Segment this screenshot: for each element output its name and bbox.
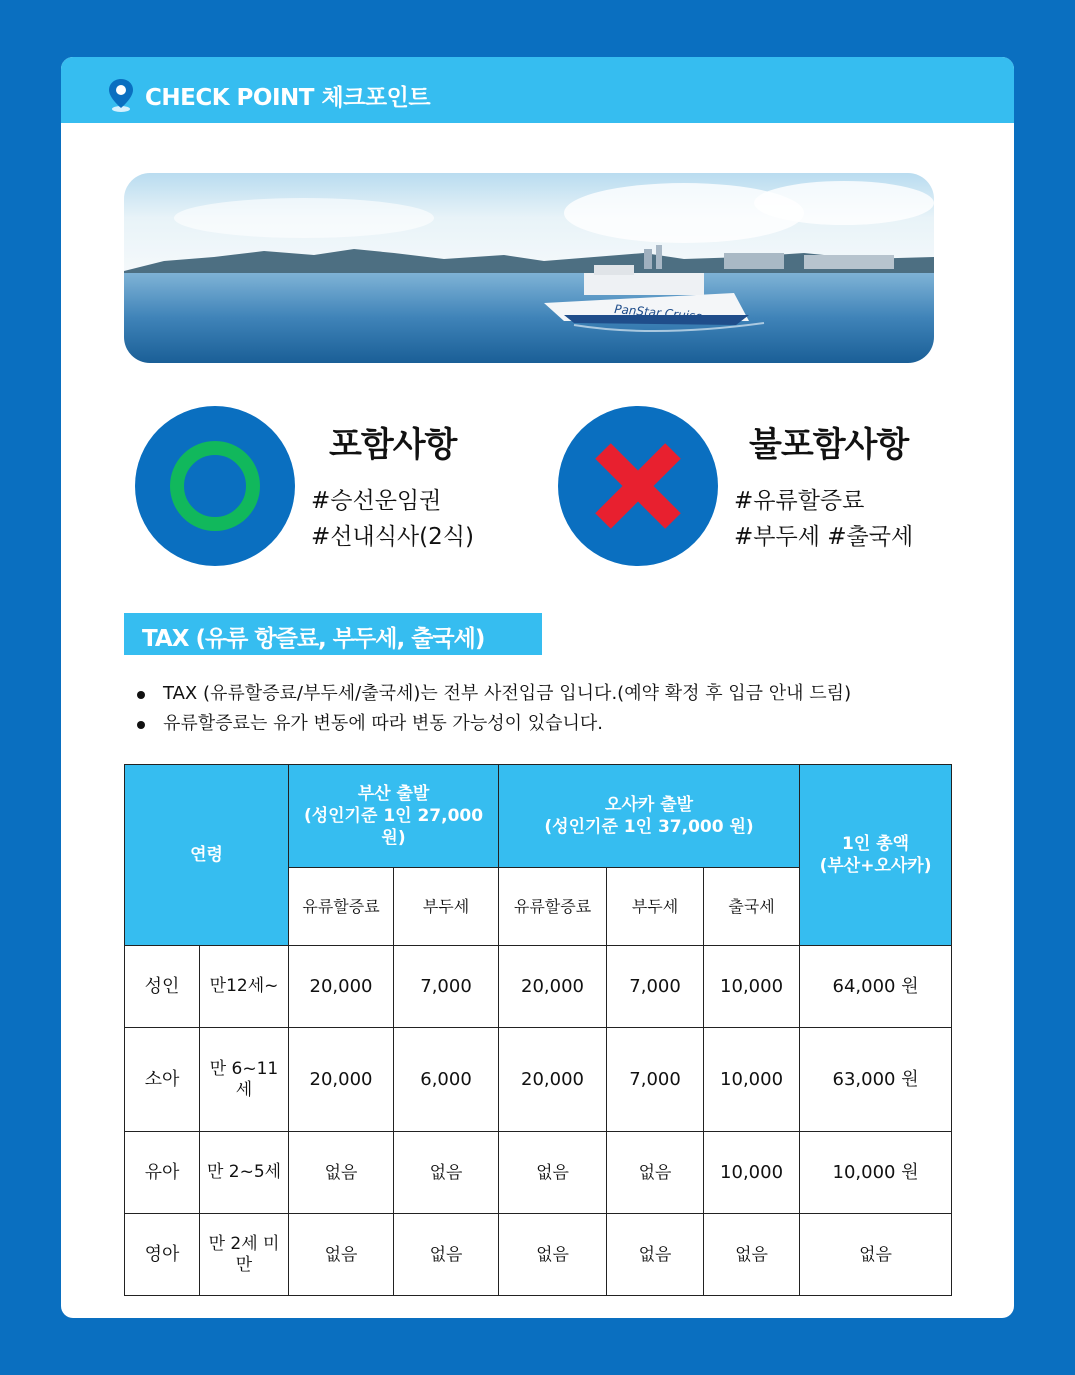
fee-cell: 없음 xyxy=(289,1214,394,1296)
condition-cell: 만 2세 미만 xyxy=(200,1214,289,1296)
fee-cell: 7,000 xyxy=(607,946,704,1028)
excluded-tag: #부두세 #출국세 xyxy=(734,524,914,550)
included-tag: #선내식사(2식) xyxy=(311,524,474,550)
fee-table xyxy=(124,764,952,1296)
busan-header: 부산 출발 (성인기준 1인 27,000 원) xyxy=(289,765,499,868)
included-tag: #승선운임권 xyxy=(311,488,442,514)
condition-cell: 만 2~5세 xyxy=(200,1132,289,1214)
tax-note-text: TAX (유류할증료/부두세/출국세)는 전부 사전입금 입니다.(예약 확정 후 입금 안내 드림) xyxy=(163,683,852,704)
tax-notes xyxy=(137,679,851,739)
circle-o-icon xyxy=(135,406,295,566)
card-header xyxy=(61,57,1014,123)
tax-title: TAX (유류 항즐료, 부두세, 출국세) xyxy=(142,626,485,652)
fee-cell: 없음 xyxy=(289,1132,394,1214)
hero-ship-image xyxy=(124,173,934,363)
total-cell: 63,000 원 xyxy=(800,1028,952,1132)
fee-cell: 10,000 xyxy=(704,1132,800,1214)
fee-cell: 없음 xyxy=(499,1132,607,1214)
location-pin-icon xyxy=(107,77,135,113)
fee-cell: 없음 xyxy=(607,1132,704,1214)
table-row xyxy=(125,1214,952,1296)
fee-cell: 20,000 xyxy=(289,1028,394,1132)
sub-header: 부두세 xyxy=(607,868,704,946)
tax-note-text: 유류할증료는 유가 변동에 따라 변동 가능성이 있습니다. xyxy=(163,713,603,734)
bullet-icon xyxy=(137,721,145,729)
fee-cell: 20,000 xyxy=(499,1028,607,1132)
fee-cell: 없음 xyxy=(607,1214,704,1296)
sub-header: 부두세 xyxy=(394,868,499,946)
checkpoint-card xyxy=(61,57,1014,1318)
fee-cell: 20,000 xyxy=(499,946,607,1028)
age-cell: 성인 xyxy=(125,946,200,1028)
osaka-header: 오사카 출발 (성인기준 1인 37,000 원) xyxy=(499,765,800,868)
fee-cell: 7,000 xyxy=(394,946,499,1028)
included-tags xyxy=(311,483,474,555)
excluded-tag: #유류할증료 xyxy=(734,488,865,514)
total-header: 1인 총액 (부산+오사카) xyxy=(800,765,952,946)
condition-cell: 만 6~11세 xyxy=(200,1028,289,1132)
fee-cell: 6,000 xyxy=(394,1028,499,1132)
excluded-circle xyxy=(558,406,718,566)
tax-note xyxy=(137,709,851,739)
table-row xyxy=(125,1132,952,1214)
tax-note xyxy=(137,679,851,709)
x-mark-icon xyxy=(558,406,718,566)
condition-cell: 만12세~ xyxy=(200,946,289,1028)
fee-cell: 10,000 xyxy=(704,1028,800,1132)
included-circle xyxy=(135,406,295,566)
fee-cell: 20,000 xyxy=(289,946,394,1028)
age-cell: 영아 xyxy=(125,1214,200,1296)
total-cell: 10,000 원 xyxy=(800,1132,952,1214)
table-row xyxy=(125,1028,952,1132)
tax-banner xyxy=(124,613,542,655)
ship-photo xyxy=(124,173,934,363)
table-row xyxy=(125,946,952,1028)
sub-header: 유류할증료 xyxy=(499,868,607,946)
total-cell: 없음 xyxy=(800,1214,952,1296)
fee-cell: 없음 xyxy=(499,1214,607,1296)
fee-cell: 없음 xyxy=(394,1214,499,1296)
excluded-title: 불포함사항 xyxy=(749,425,909,465)
ship-name: PanStar Cruise xyxy=(613,302,704,324)
fee-cell: 7,000 xyxy=(607,1028,704,1132)
included-title: 포함사항 xyxy=(329,425,457,465)
age-header: 연령 xyxy=(125,765,289,946)
sub-header: 출국세 xyxy=(704,868,800,946)
total-cell: 64,000 원 xyxy=(800,946,952,1028)
sub-header: 유류할증료 xyxy=(289,868,394,946)
fee-cell: 없음 xyxy=(704,1214,800,1296)
excluded-tags xyxy=(734,483,913,555)
age-cell: 소아 xyxy=(125,1028,200,1132)
fee-cell: 10,000 xyxy=(704,946,800,1028)
fee-cell: 없음 xyxy=(394,1132,499,1214)
age-cell: 유아 xyxy=(125,1132,200,1214)
header-title: CHECK POINT 체크포인트 xyxy=(145,85,431,111)
bullet-icon xyxy=(137,691,145,699)
